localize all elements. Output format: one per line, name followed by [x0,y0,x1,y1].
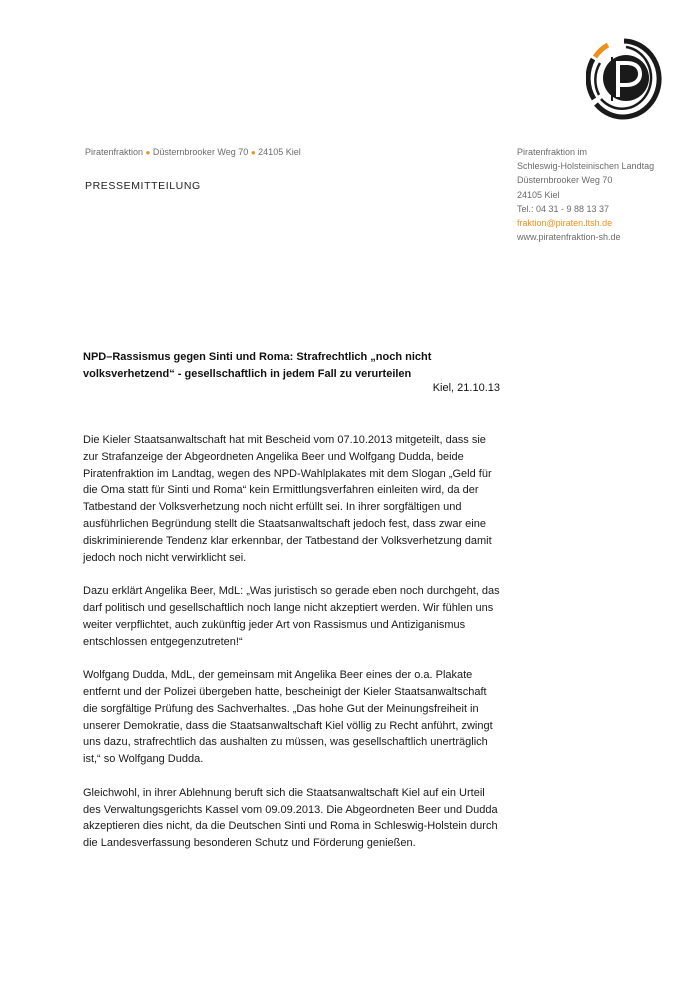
contact-website-link[interactable]: www.piratenfraktion-sh.de [517,232,621,243]
contact-line2: Schleswig-Holsteinischen Landtag [517,161,655,172]
press-release-body [83,432,503,869]
body-paragraph: Die Kieler Staatsanwaltschaft hat mit Bescheid vom 07.10.2013 mitgeteilt, dass sie zur Strafanzeige der Abgeordneten Angelika Beer und Wolfgang Dudda, beide Piratenfraktion im Landtag, wegen des NPD-Wahlplakates mit dem Slogan „Geld für die Oma statt für Sinti und Roma“ kein Ermittlungsverfahren einleiten wird, da der Tatbestand der Volksverhetzung noch nicht erfüllt sei. In ihrer sorgfältigen und ausführlichen Begründung stellt die Staatsanwaltschaft jedoch fest, dass zwar eine diskriminierende Tendenz klar erkennbar, der Tatbestand der Volksverhetzung damit jedoch noch nicht verwirklicht sei. [83,434,492,564]
body-paragraph: Gleichwohl, in ihrer Ablehnung beruft sich die Staatsanwaltschaft Kiel auf ein Urteil des Verwaltungsgerichts Kassel vom 09.09.2013. Die Abgeordneten Beer und Dudda akzeptieren dies nicht, da die Deutschen Sinti und Roma in Schleswig-Holstein durch die Landesverfassung besonderen Schutz und Förderung genießen. [83,786,498,850]
document-type-label: PRESSEMITTEILUNG [85,180,201,192]
contact-email-link[interactable]: fraktion@piraten.ltsh.de [517,218,613,229]
sender-street: Düsternbrooker Weg 70 [152,147,249,157]
separator-dot-icon: ● [250,148,256,157]
contact-phone: Tel.: 04 31 - 9 88 13 37 [517,203,610,214]
contact-city: 24105 Kiel [517,189,560,200]
separator-dot-icon: ● [145,148,151,157]
contact-street: Düsternbrooker Weg 70 [517,175,613,186]
sender-city: 24105 Kiel [258,147,301,157]
pirate-sail-logo-icon [586,37,662,121]
press-release-headline: NPD–Rassismus gegen Sinti und Roma: Strafrechtlich „noch nicht volksverhetzend“ - gesellschaftlich in jedem Fall zu verurteilen [83,351,432,380]
body-paragraph: Wolfgang Dudda, MdL, der gemeinsam mit Angelika Beer eines der o.a. Plakate entfernt und der Polizei übergeben hatte, bescheinigt der Kieler Staatsanwaltschaft die sorgfältige Prüfung des Sachverhaltes. „Das hohe Gut der Meinungsfreiheit in unserer Demokratie, dass die Staatsanwaltschaft Kiel völlig zu Recht anführt, zwingt uns dazu, strafrechtlich das aushalten zu müssen, was gesellschaftlich unerträglich ist,“ so Wolfgang Dudda. [83,669,493,766]
contact-line1: Piratenfraktion im [517,147,588,157]
body-paragraph: Dazu erklärt Angelika Beer, MdL: „Was juristisch so gerade eben noch durchgeht, das darf politisch und gesellschaftlich noch lange nicht akzeptiert werden. Wir fühlen uns weiter verpflichtet, auch zukünftig jeder Art von Rassismus und Antiziganismus entschlossen entgegenzutreten!“ [83,585,500,648]
contact-block [517,145,654,244]
dateline: Kiel, 21.10.13 [432,382,500,394]
piratenpartei-logo [586,37,662,121]
sender-address-line [85,147,301,157]
sender-org: Piratenfraktion [85,147,144,157]
